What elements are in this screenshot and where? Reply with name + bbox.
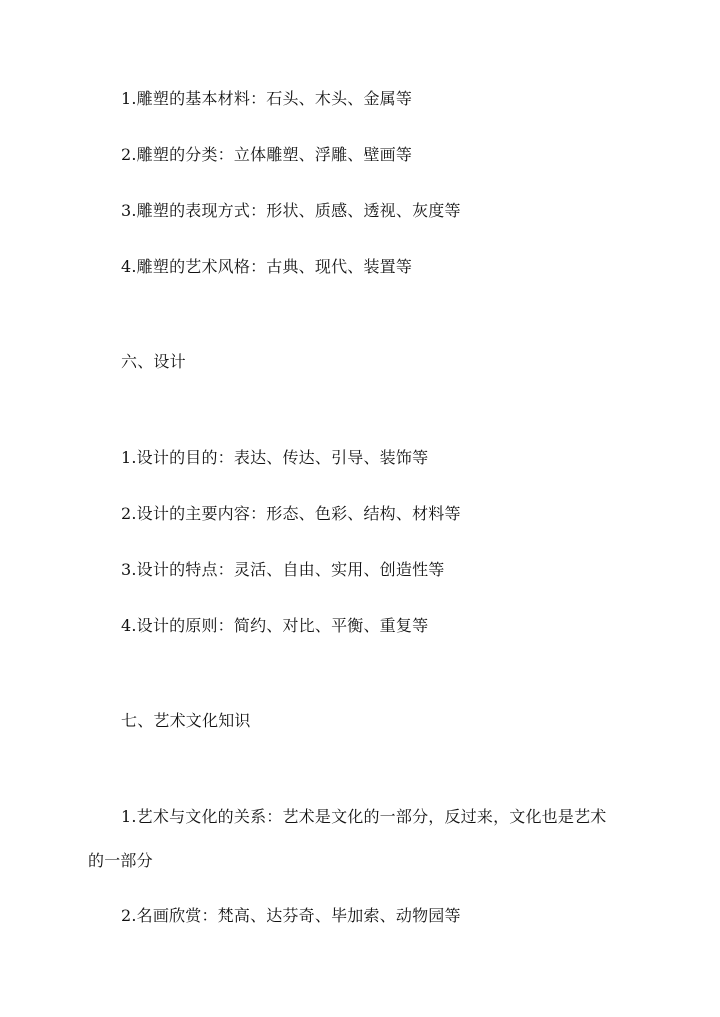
design-item-principles: 4.设计的原则：简约、对比、平衡、重复等: [121, 616, 429, 635]
culture-item-relation-line1: 1.艺术与文化的关系：艺术是文化的一部分，反过来，文化也是艺术: [121, 807, 607, 826]
design-item-content: 2.设计的主要内容：形态、色彩、结构、材料等: [121, 504, 461, 523]
section-heading-design: 六、设计: [121, 352, 186, 371]
culture-item-relation-line2: 的一部分: [88, 851, 153, 870]
design-item-features: 3.设计的特点：灵活、自由、实用、创造性等: [121, 560, 445, 579]
sculpture-item-styles: 4.雕塑的艺术风格：古典、现代、装置等: [121, 257, 413, 276]
culture-item-famous-paintings: 2.名画欣赏：梵高、达芬奇、毕加索、动物园等: [121, 906, 461, 925]
section-heading-art-culture: 七、艺术文化知识: [121, 711, 251, 730]
design-item-purpose: 1.设计的目的：表达、传达、引导、装饰等: [121, 448, 429, 467]
sculpture-item-expression: 3.雕塑的表现方式：形状、质感、透视、灰度等: [121, 201, 461, 220]
sculpture-item-categories: 2.雕塑的分类：立体雕塑、浮雕、壁画等: [121, 145, 413, 164]
sculpture-item-materials: 1.雕塑的基本材料：石头、木头、金属等: [121, 89, 413, 108]
